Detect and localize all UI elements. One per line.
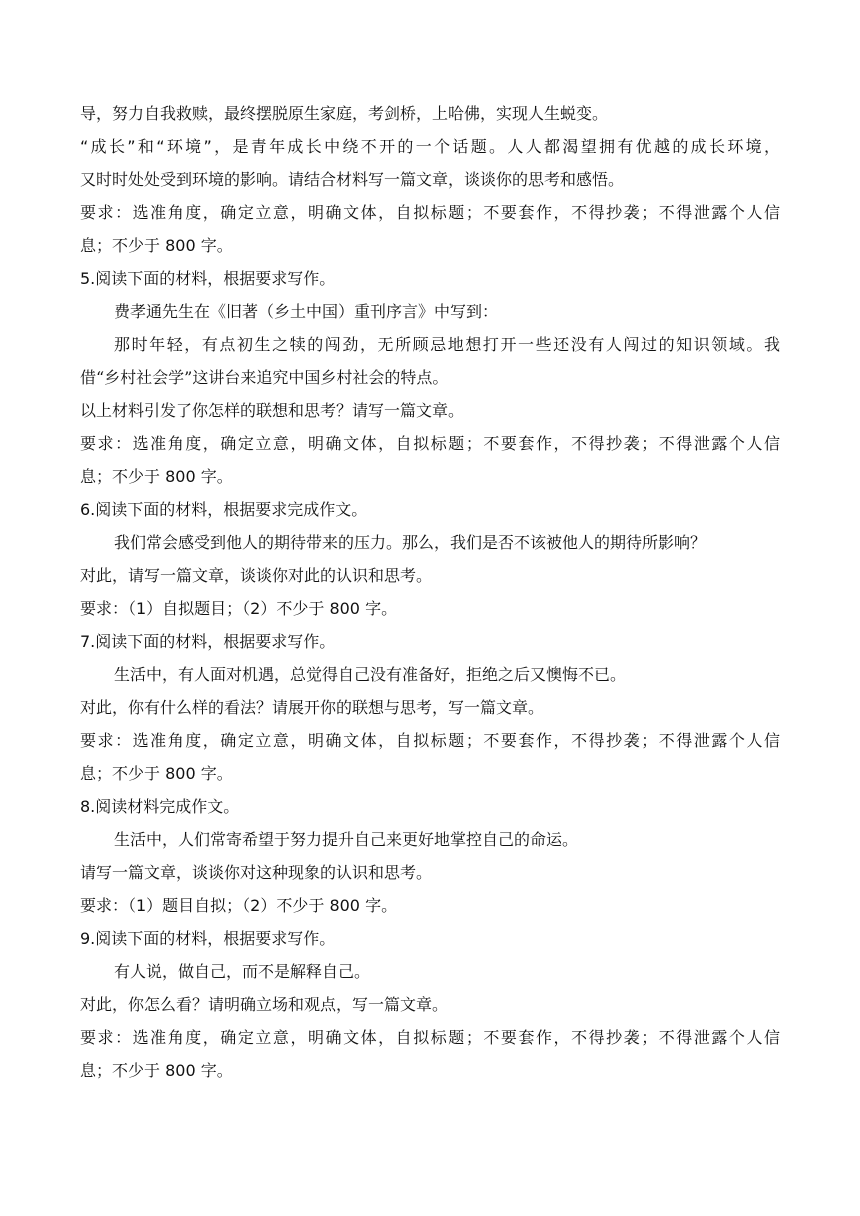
text-line: 9.阅读下面的材料，根据要求写作。 [80,929,336,948]
text-line: 对此，你有什么样的看法？请展开你的联想与思考，写一篇文章。 [80,698,545,717]
text-line: 要求：选准角度，确定立意，明确文体，自拟标题；不要套作，不得抄袭；不得泄露个人信 [80,731,780,750]
text-line: 7.阅读下面的材料，根据要求写作。 [80,632,336,651]
text-line: 息；不少于 800 字。 [80,467,233,486]
text-line: 要求：（1）题目自拟；（2）不少于 800 字。 [80,896,398,915]
text-line: 息；不少于 800 字。 [80,1061,233,1080]
text-line: 费孝通先生在《旧著（乡土中国）重刊序言》中写到： [114,302,499,321]
text-line: 对此，请写一篇文章，谈谈你对此的认识和思考。 [80,566,433,585]
text-line: 6.阅读下面的材料，根据要求完成作文。 [80,500,368,519]
text-line: 以上材料引发了你怎样的联想和思考？请写一篇文章。 [80,401,465,420]
text-line: 8.阅读材料完成作文。 [80,797,240,816]
text-line: 又时时处处受到环境的影响。请结合材料写一篇文章，谈谈你的思考和感悟。 [80,170,625,189]
text-line: 要求：选准角度，确定立意，明确文体，自拟标题；不要套作，不得抄袭；不得泄露个人信 [80,1028,780,1047]
text-line: 要求：（1）自拟题目；（2）不少于 800 字。 [80,599,398,618]
text-line: 有人说，做自己，而不是解释自己。 [114,962,371,981]
text-line: 生活中，有人面对机遇，总觉得自己没有准备好，拒绝之后又懊悔不已。 [114,665,627,684]
text-line: “成长”和“环境”，是青年成长中绕不开的一个话题。人人都渴望拥有优越的成长环境， [80,137,780,156]
text-line: 息；不少于 800 字。 [80,236,233,255]
document-body [80,97,780,1087]
text-line: 请写一篇文章，谈谈你对这种现象的认识和思考。 [80,863,433,882]
text-line: 要求：选准角度，确定立意，明确文体，自拟标题；不要套作，不得抄袭；不得泄露个人信 [80,203,780,222]
text-line: 那时年轻，有点初生之犊的闯劲，无所顾忌地想打开一些还没有人闯过的知识领域。我 [114,335,780,354]
text-line: 要求：选准角度，确定立意，明确文体，自拟标题；不要套作，不得抄袭；不得泄露个人信 [80,434,780,453]
text-line: 息；不少于 800 字。 [80,764,233,783]
text-line: 借“乡村社会学”这讲台来追究中国乡村社会的特点。 [80,368,449,387]
text-line: 生活中，人们常寄希望于努力提升自己来更好地掌控自己的命运。 [114,830,579,849]
text-line: 我们常会感受到他人的期待带来的压力。那么，我们是否不该被他人的期待所影响？ [114,533,707,552]
text-line: 5.阅读下面的材料，根据要求写作。 [80,269,336,288]
text-line: 导，努力自我救赎，最终摆脱原生家庭，考剑桥，上哈佛，实现人生蜕变。 [80,104,609,123]
text-line: 对此，你怎么看？请明确立场和观点，写一篇文章。 [80,995,449,1014]
